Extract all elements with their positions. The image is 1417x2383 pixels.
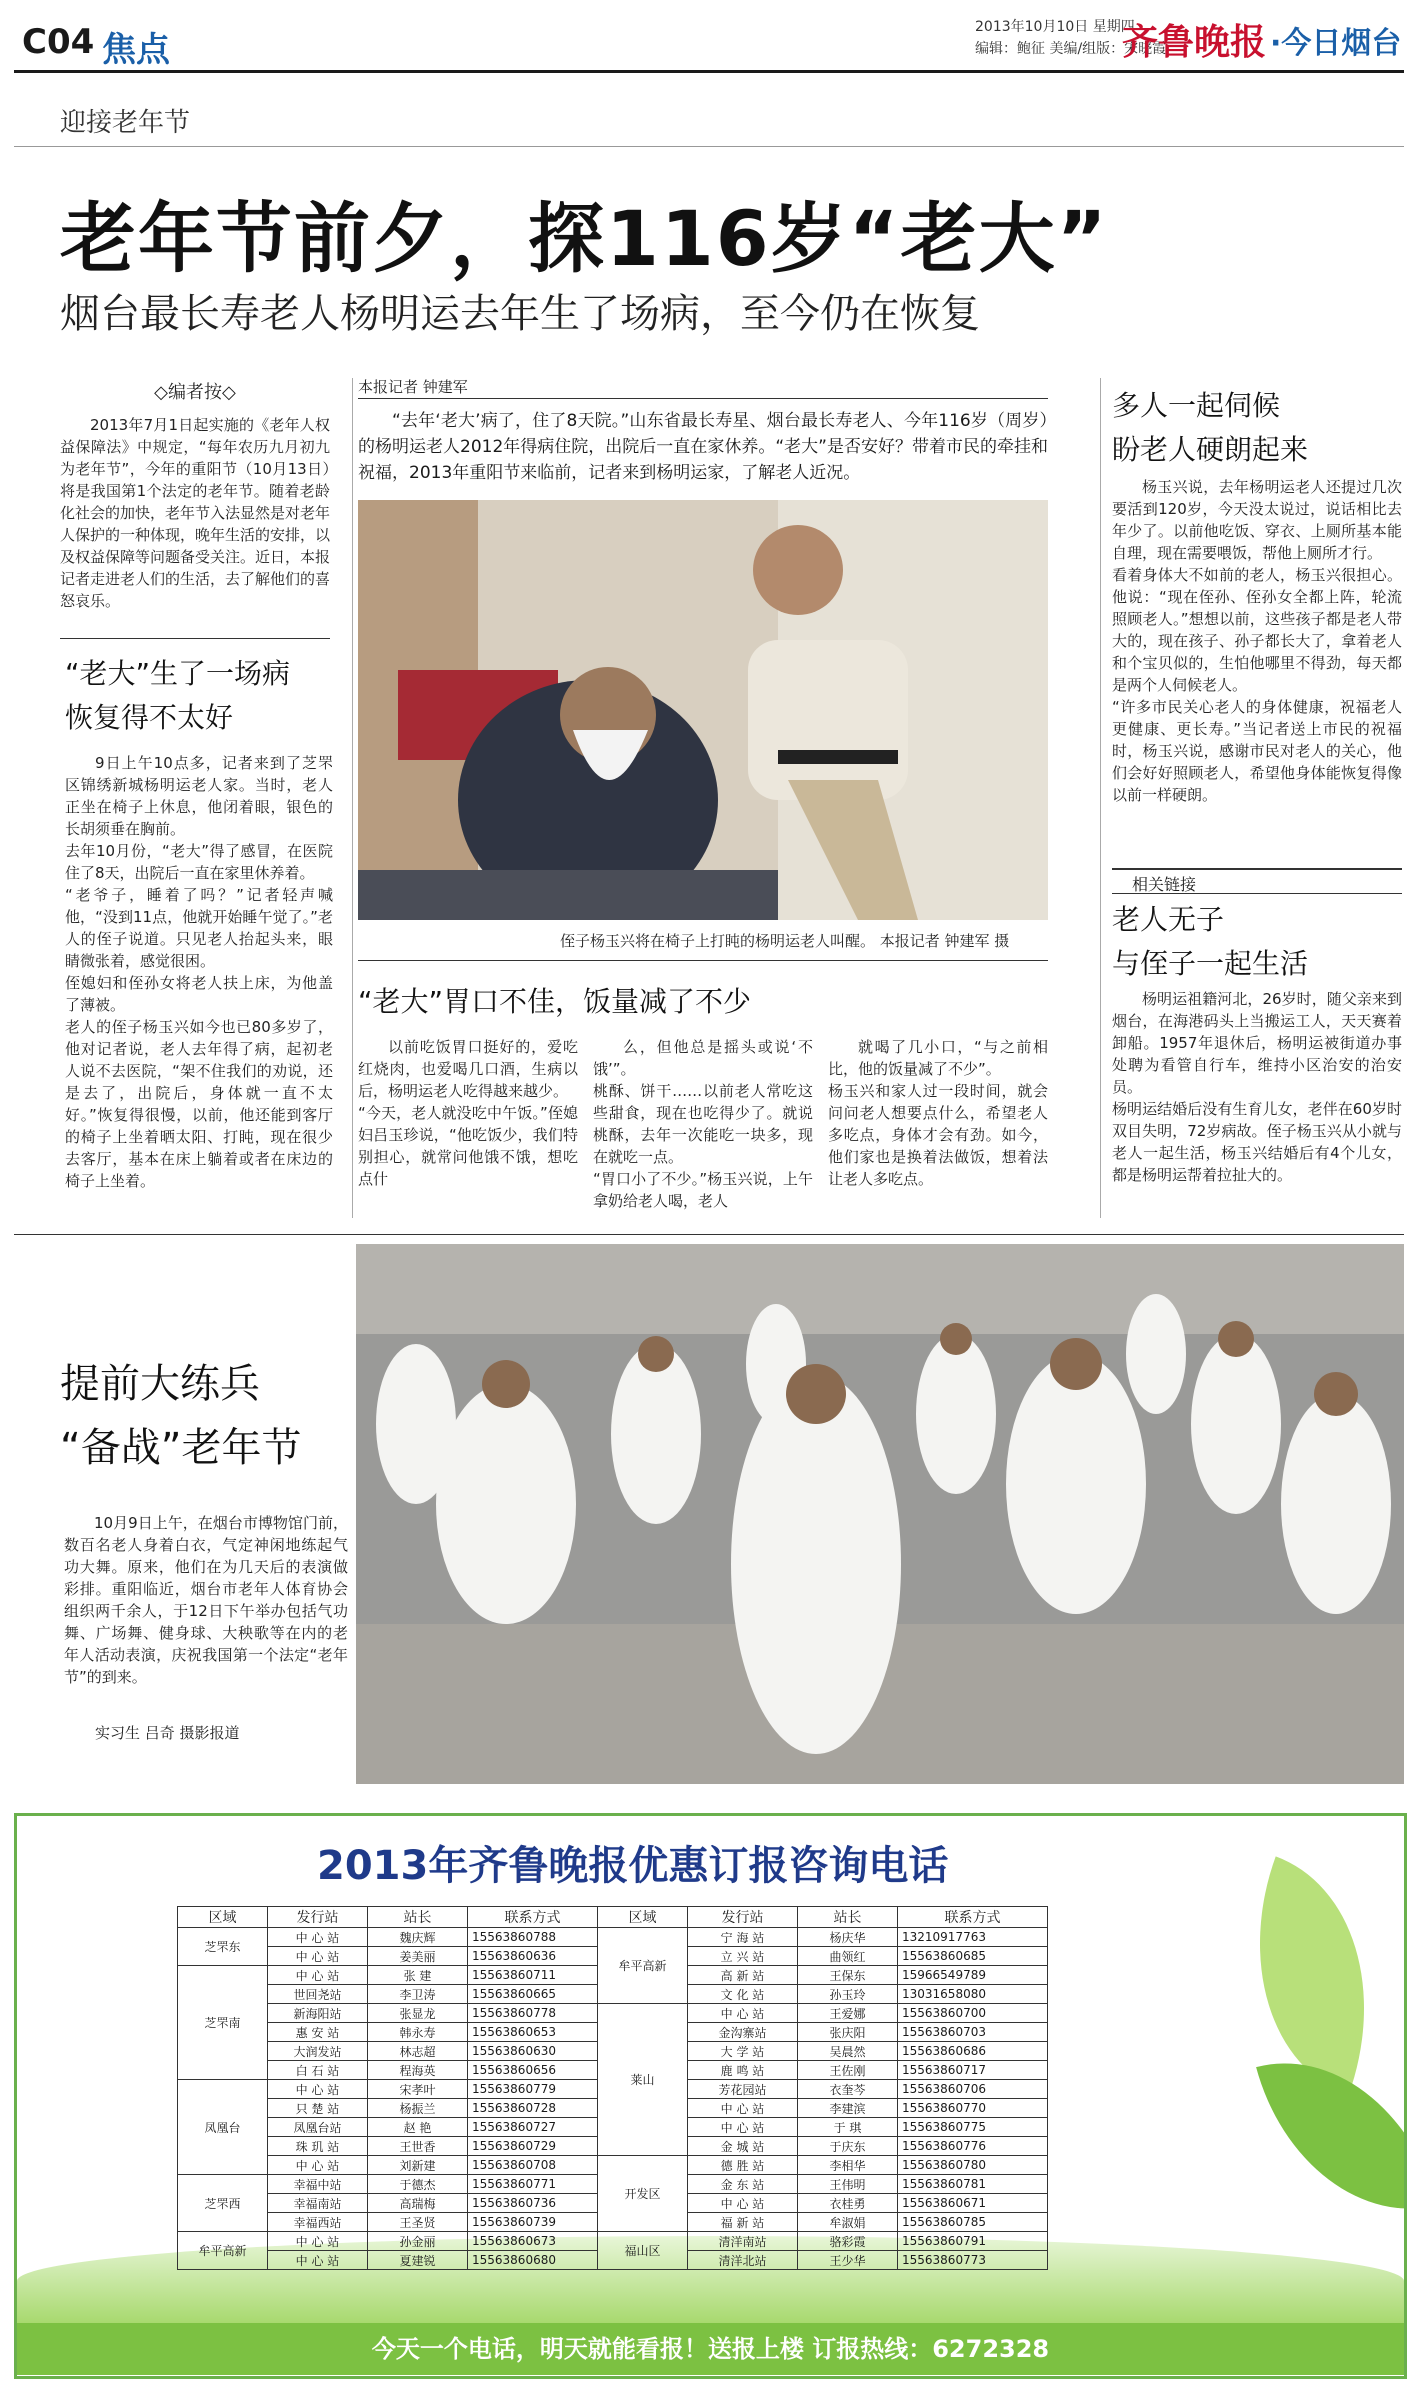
table-cell: 中 心 站 xyxy=(268,2251,368,2270)
table-cell: 孙玉玲 xyxy=(798,1985,898,2004)
table-cell: 鹿 鸣 站 xyxy=(688,2061,798,2080)
table-cell: 中 心 站 xyxy=(268,1966,368,1985)
section3-title-line2: 盼老人硬朗起来 xyxy=(1112,433,1309,466)
table-cell: 13031658080 xyxy=(898,1985,1048,2004)
header-cell: 联系方式 xyxy=(468,1907,598,1928)
table-cell: 清洋北站 xyxy=(688,2251,798,2270)
region-cell: 牟平高新 xyxy=(598,1928,688,2004)
table-cell: 宋孝叶 xyxy=(368,2080,468,2099)
table-cell: 15563860708 xyxy=(468,2156,598,2175)
divider xyxy=(358,960,1048,961)
table-cell: 金沟寨站 xyxy=(688,2023,798,2042)
table-cell: 李建滨 xyxy=(798,2099,898,2118)
table-cell: 魏庆辉 xyxy=(368,1928,468,1947)
related-title xyxy=(1112,898,1402,986)
related-link-label: 相关链接 xyxy=(1132,875,1197,894)
page-code: C04 xyxy=(22,22,95,62)
table-cell: 李相华 xyxy=(798,2156,898,2175)
header-cell: 区域 xyxy=(598,1907,688,1928)
section2-col1: 以前吃饭胃口挺好的，爱吃红烧肉，也爱喝几口酒，生病以后，杨明运老人吃得越来越少。 “今天，老人就没吃中午饭。”侄媳妇吕玉珍说，“他吃饭少，我们特别担心，就常问他饿不饿，想吃点什 xyxy=(358,1038,578,1188)
header-rule xyxy=(14,70,1404,73)
table-cell: 赵 艳 xyxy=(368,2118,468,2137)
table-cell: 王保东 xyxy=(798,1966,898,1985)
table-cell: 张庆阳 xyxy=(798,2023,898,2042)
headline: 老年节前夕，探116岁“老大” xyxy=(60,194,1109,283)
table-row xyxy=(178,2232,1048,2251)
table-cell: 15563860711 xyxy=(468,1966,598,1985)
related-title-line2: 与侄子一起生活 xyxy=(1112,947,1309,980)
subscription-ad xyxy=(14,1813,1407,2379)
section2-col3: 就喝了几小口，“与之前相比，他的饭量减了不少”。 杨玉兴和家人过一段时间，就会问问老人想要点什么，希望老人多吃点，身体才会有劲。如今，他们家也是换着法做饭，想着法让老人多吃点。 xyxy=(828,1038,1048,1188)
table-cell: 福 新 站 xyxy=(688,2213,798,2232)
table-header-row xyxy=(178,1907,1048,1928)
table-cell: 幸福中站 xyxy=(268,2175,368,2194)
table-row xyxy=(178,2156,1048,2175)
table-cell: 林志超 xyxy=(368,2042,468,2061)
crowd-illustration xyxy=(356,1244,1404,1784)
table-cell: 中 心 站 xyxy=(688,2118,798,2137)
subscription-table xyxy=(177,1906,1048,2270)
table-cell: 珠 玑 站 xyxy=(268,2137,368,2156)
table-cell: 夏建锐 xyxy=(368,2251,468,2270)
table-cell: 中 心 站 xyxy=(688,2004,798,2023)
leaf-decoration xyxy=(1207,1856,1407,2095)
table-cell: 姜美丽 xyxy=(368,1947,468,1966)
table-cell: 张 建 xyxy=(368,1966,468,1985)
kicker: 迎接老年节 xyxy=(60,108,191,138)
table-cell: 15563860739 xyxy=(468,2213,598,2232)
table-cell: 15563860630 xyxy=(468,2042,598,2061)
brand-logo: 齐鲁晚报 xyxy=(1122,22,1267,63)
subheadline: 烟台最长寿老人杨明运去年生了场病，至今仍在恢复 xyxy=(60,291,980,337)
table-cell: 高 新 站 xyxy=(688,1966,798,1985)
photo-elder-and-nephew xyxy=(358,500,1048,920)
table-cell: 芳花园站 xyxy=(688,2080,798,2099)
table-cell: 15563860727 xyxy=(468,2118,598,2137)
table-cell: 中 心 站 xyxy=(688,2194,798,2213)
section-name: 焦点 xyxy=(102,30,170,70)
table-cell: 孙金丽 xyxy=(368,2232,468,2251)
section2-title: “老大”胃口不佳，饭量减了不少 xyxy=(358,985,752,1018)
table-cell: 15563860717 xyxy=(898,2061,1048,2080)
table-cell: 大 学 站 xyxy=(688,2042,798,2061)
edition-name: ·今日烟台 xyxy=(1270,26,1402,61)
table-cell: 中 心 站 xyxy=(268,2080,368,2099)
section4-title-line1: 提前大练兵 xyxy=(60,1361,260,1407)
table-cell: 15563860685 xyxy=(898,1947,1048,1966)
section4-title-line2: “备战”老年节 xyxy=(60,1425,302,1471)
table-cell: 15563860779 xyxy=(468,2080,598,2099)
table-cell: 高瑞梅 xyxy=(368,2194,468,2213)
table-cell: 清洋南站 xyxy=(688,2232,798,2251)
ad-title: 2013年齐鲁晚报优惠订报咨询电话 xyxy=(317,1843,949,1889)
editor-note-title: ◇编者按◇ xyxy=(154,382,236,403)
table-cell: 15563860686 xyxy=(898,2042,1048,2061)
region-cell: 牟平高新 xyxy=(178,2232,268,2270)
table-cell: 幸福西站 xyxy=(268,2213,368,2232)
table-cell: 幸福南站 xyxy=(268,2194,368,2213)
section4-title xyxy=(60,1352,301,1480)
table-cell: 15563860700 xyxy=(898,2004,1048,2023)
region-cell: 福山区 xyxy=(598,2232,688,2270)
table-cell: 李卫涛 xyxy=(368,1985,468,2004)
section1-body: 9日上午10点多，记者来到了芝罘区锦绣新城杨明运老人家。当时，老人正坐在椅子上休息，他闭着眼，银色的长胡须垂在胸前。 去年10月份，“老大”得了感冒，在医院住了8天，出院后一直在家里休养着。 “老爷子，睡着了吗？”记者轻声喊他，“没到11点，他就开始睡午觉了。”老人的侄子说道。只见老人抬起头来，眼睛微张着，感觉很困。 侄媳妇和侄孙女将老人扶上床，为他盖了薄被。 老人的侄子杨玉兴如今也已80多岁了，他对记者说，老人去年得了病，起初老人说不去医院，“架不住我们的劝说，还是去了，出院后，身体就一直不太好。”恢复得很慢，以前，他还能到客厅的椅子上坐着晒太阳、打盹，现在很少去客厅，基本在床上躺着或者在床边的椅子上坐着。 xyxy=(65,754,333,1190)
table-cell: 于庆东 xyxy=(798,2137,898,2156)
table-cell: 中 心 站 xyxy=(268,1947,368,1966)
table-row xyxy=(178,2004,1048,2023)
table-cell: 王佐刚 xyxy=(798,2061,898,2080)
editor-note xyxy=(60,378,330,612)
table-cell: 刘新建 xyxy=(368,2156,468,2175)
table-cell: 王少华 xyxy=(798,2251,898,2270)
table-cell: 韩永寿 xyxy=(368,2023,468,2042)
table-cell: 王爱娜 xyxy=(798,2004,898,2023)
table-cell: 15563860636 xyxy=(468,1947,598,1966)
photo1-caption: 侄子杨玉兴将在椅子上打盹的杨明运老人叫醒。 本报记者 钟建军 摄 xyxy=(560,932,1010,950)
table-cell: 15563860773 xyxy=(898,2251,1048,2270)
section3-title xyxy=(1112,384,1402,472)
section4-credit: 实习生 吕奇 摄影报道 xyxy=(95,1724,240,1742)
table-cell: 15563860770 xyxy=(898,2099,1048,2118)
divider xyxy=(60,638,330,639)
related-title-line1: 老人无子 xyxy=(1112,903,1225,936)
header-cell: 联系方式 xyxy=(898,1907,1048,1928)
table-cell: 王世香 xyxy=(368,2137,468,2156)
table-cell: 杨振兰 xyxy=(368,2099,468,2118)
table-cell: 15563860775 xyxy=(898,2118,1048,2137)
column-rule xyxy=(1100,378,1101,1218)
hotline-banner: 今天一个电话，明天就能看报！送报上楼 订报热线：6272328 xyxy=(17,2323,1404,2375)
table-cell: 骆彩霞 xyxy=(798,2232,898,2251)
table-cell: 张显龙 xyxy=(368,2004,468,2023)
table-cell: 凤凰台站 xyxy=(268,2118,368,2137)
related-body: 杨明运祖籍河北，26岁时，随父亲来到烟台，在海港码头上当搬运工人，天天赛着卸船。1957年退休后，杨明运被街道办事处聘为看管自行车，维持小区治安的治安员。 杨明运结婚后没有生育儿女，老伴在60岁时双目失明，72岁病故。侄子杨玉兴从小就与老人一起生活，杨玉兴结婚后有4个儿女，都是杨明运帮着拉扯大的。 xyxy=(1112,990,1402,1184)
table-cell: 15966549789 xyxy=(898,1966,1048,1985)
table-cell: 德 胜 站 xyxy=(688,2156,798,2175)
table-cell: 15563860791 xyxy=(898,2232,1048,2251)
table-cell: 15563860771 xyxy=(468,2175,598,2194)
section1-title-line1: “老大”生了一场病 xyxy=(65,657,291,690)
table-cell: 大润发站 xyxy=(268,2042,368,2061)
region-cell: 芝罘东 xyxy=(178,1928,268,1966)
table-cell: 曲领红 xyxy=(798,1947,898,1966)
table-cell: 金 东 站 xyxy=(688,2175,798,2194)
photo-taichi-practice xyxy=(356,1244,1404,1784)
table-row xyxy=(178,1928,1048,1947)
table-cell: 15563860776 xyxy=(898,2137,1048,2156)
table-cell: 王圣贤 xyxy=(368,2213,468,2232)
table-cell: 中 心 站 xyxy=(688,2099,798,2118)
header-cell: 站长 xyxy=(368,1907,468,1928)
divider xyxy=(14,1234,1404,1235)
table-cell: 文 化 站 xyxy=(688,1985,798,2004)
divider xyxy=(14,146,1404,147)
table-cell: 金 城 站 xyxy=(688,2137,798,2156)
table-cell: 15563860671 xyxy=(898,2194,1048,2213)
table-cell: 衣桂勇 xyxy=(798,2194,898,2213)
table-cell: 13210917763 xyxy=(898,1928,1048,1947)
table-cell: 15563860673 xyxy=(468,2232,598,2251)
editor-note-body: 2013年7月1日起实施的《老年人权益保障法》中规定，“每年农历九月初九为老年节”，今年的重阳节（10月13日）将是我国第1个法定的老年节。随着老龄化社会的加快，老年节入法显然是对老年人保护的一种体现，晚年生活的安排，以及权益保障等问题备受关注。近日，本报记者走进老人们的生活，去了解他们的喜怒哀乐。 xyxy=(60,416,331,610)
issue-date: 2013年10月10日 星期四 xyxy=(975,19,1135,35)
section2-col2: 么，但他总是摇头或说‘不饿’”。 桃酥、饼干……以前老人常吃这些甜食，现在也吃得少了。就说桃酥，去年一次能吃一块多，现在就吃一点。 “胃口小了不少。”杨玉兴说，上午拿奶给老人喝，老人 xyxy=(593,1038,813,1210)
photo-illustration xyxy=(358,500,1048,920)
region-cell: 莱山 xyxy=(598,2004,688,2156)
table-cell: 新海阳站 xyxy=(268,2004,368,2023)
table-cell: 15563860729 xyxy=(468,2137,598,2156)
section3-body: 杨玉兴说，去年杨明运老人还提过几次要活到120岁，今天没太说过，说话相比去年少了。以前他吃饭、穿衣、上厕所基本能自理，现在需要喂饭，帮他上厕所才行。 看着身体大不如前的老人，杨玉兴很担心。他说：“现在侄孙、侄孙女全都上阵，轮流照顾老人。”想想以前，这些孩子都是老人带大的，现在孩子、孙子都长大了，拿着老人和个宝贝似的，生怕他哪里不得劲，每天都是两个人伺候老人。 “许多市民关心老人的身体健康，祝福老人更健康、更长寿。”当记者送上市民的祝福时，杨玉兴说，感谢市民对老人的关心，他们会好好照顾老人，希望他身体能恢复得像以前一样硬朗。 xyxy=(1112,478,1402,804)
table-cell: 只 楚 站 xyxy=(268,2099,368,2118)
table-cell: 世回尧站 xyxy=(268,1985,368,2004)
lead-paragraph: “去年‘老大’病了，住了8天院。”山东省最长寿星、烟台最长寿老人、今年116岁（周岁）的杨明运老人2012年得病住院，出院后一直在家休养。“老大”是否安好？带着市民的牵挂和祝福，2013年重阳节来临前，记者来到杨明运家，了解老人近况。 xyxy=(358,411,1048,483)
table-cell: 15563860728 xyxy=(468,2099,598,2118)
table-cell: 15563860778 xyxy=(468,2004,598,2023)
table-cell: 15563860665 xyxy=(468,1985,598,2004)
table-cell: 15563860680 xyxy=(468,2251,598,2270)
table-cell: 吴晨然 xyxy=(798,2042,898,2061)
table-cell: 惠 安 站 xyxy=(268,2023,368,2042)
table-cell: 杨庆华 xyxy=(798,1928,898,1947)
table-cell: 立 兴 站 xyxy=(688,1947,798,1966)
header-cell: 发行站 xyxy=(688,1907,798,1928)
header-cell: 区域 xyxy=(178,1907,268,1928)
column-rule xyxy=(352,378,353,1218)
table-cell: 15563860653 xyxy=(468,2023,598,2042)
table-cell: 于德杰 xyxy=(368,2175,468,2194)
table-cell: 15563860781 xyxy=(898,2175,1048,2194)
table-cell: 15563860780 xyxy=(898,2156,1048,2175)
table-cell: 于 琪 xyxy=(798,2118,898,2137)
table-cell: 程海英 xyxy=(368,2061,468,2080)
region-cell: 开发区 xyxy=(598,2156,688,2232)
region-cell: 芝罘南 xyxy=(178,1966,268,2080)
table-cell: 中 心 站 xyxy=(268,2232,368,2251)
table-cell: 15563860788 xyxy=(468,1928,598,1947)
table-cell: 牟淑娟 xyxy=(798,2213,898,2232)
table-cell: 15563860656 xyxy=(468,2061,598,2080)
table-cell: 15563860703 xyxy=(898,2023,1048,2042)
table-cell: 宁 海 站 xyxy=(688,1928,798,1947)
section3-title-line1: 多人一起伺候 xyxy=(1112,389,1281,422)
table-cell: 15563860736 xyxy=(468,2194,598,2213)
region-cell: 芝罘西 xyxy=(178,2175,268,2232)
header-cell: 发行站 xyxy=(268,1907,368,1928)
table-cell: 王伟明 xyxy=(798,2175,898,2194)
table-cell: 白 石 站 xyxy=(268,2061,368,2080)
byline: 本报记者 钟建军 xyxy=(358,378,468,396)
section1-title-line2: 恢复得不太好 xyxy=(65,701,234,734)
header-cell: 站长 xyxy=(798,1907,898,1928)
editor-credits: 编辑：鲍征 美编/组版：宋晓霞 xyxy=(975,41,1167,57)
table-cell: 中 心 站 xyxy=(268,1928,368,1947)
related-link-bar xyxy=(1112,868,1402,894)
table-cell: 衣奎芩 xyxy=(798,2080,898,2099)
section4-body: 10月9日上午，在烟台市博物馆门前，数百名老人身着白衣，气定神闲地练起气功大舞。原来，他们在为几天后的表演做彩排。重阳临近，烟台市老年人体育协会组织两千余人，于12日下午举办包括气功舞、广场舞、健身球、大秧歌等在内的老年人活动表演，庆祝我国第一个法定“老年节”的到来。 xyxy=(64,1514,348,1686)
table-cell: 15563860706 xyxy=(898,2080,1048,2099)
section1-title xyxy=(65,652,335,740)
divider xyxy=(358,398,1048,399)
region-cell: 凤凰台 xyxy=(178,2080,268,2175)
table-cell: 中 心 站 xyxy=(268,2156,368,2175)
table-cell: 15563860785 xyxy=(898,2213,1048,2232)
